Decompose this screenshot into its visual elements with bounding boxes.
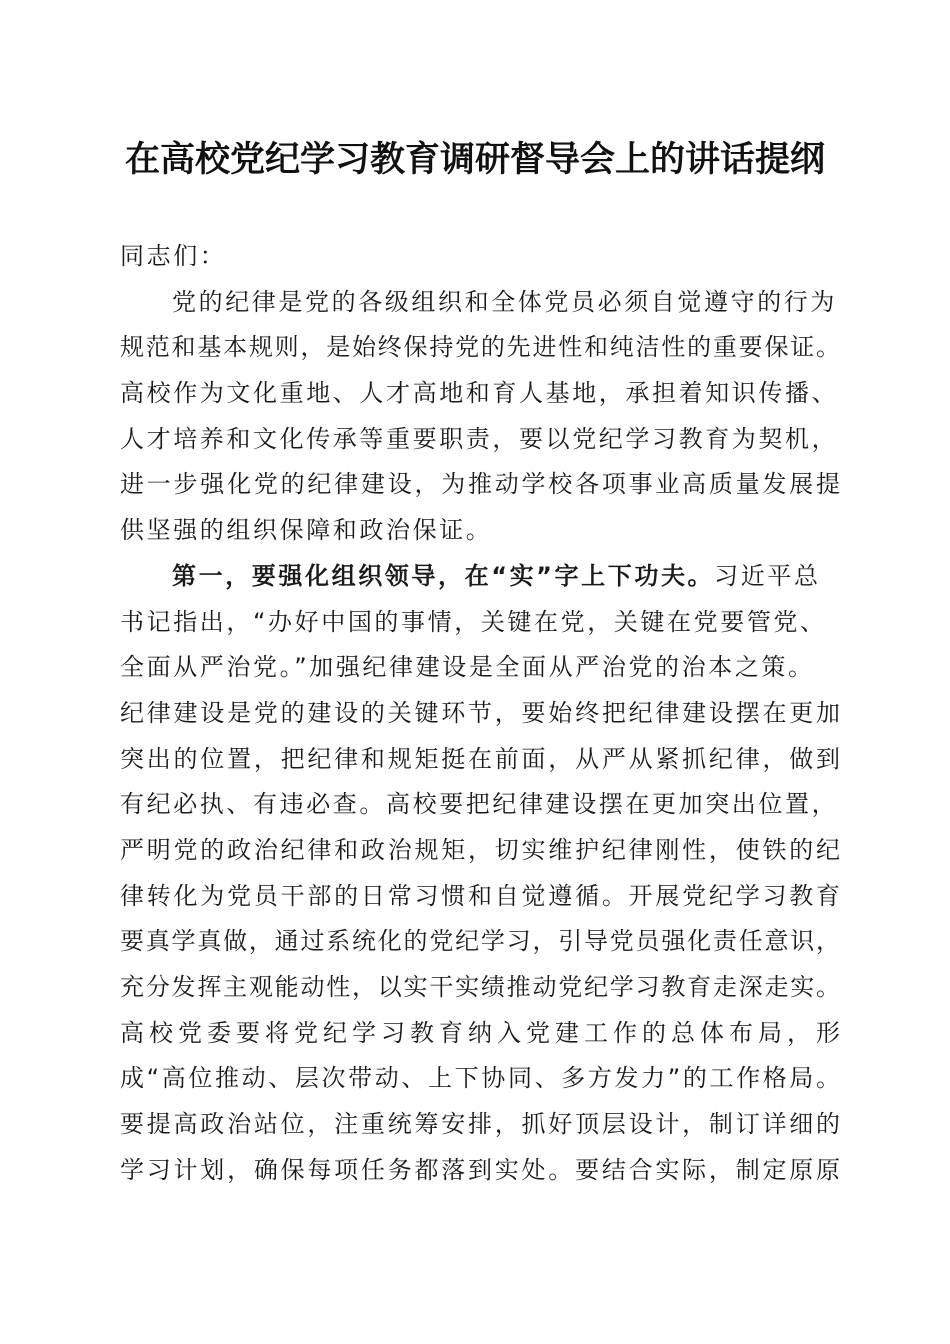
document-title: 在高校党纪学习教育调研督导会上的讲话提纲 [124,139,825,180]
document-body [120,234,840,1193]
paragraph-line: 纪律建设是党的建设的关键环节，要始终把纪律建设摆在更加 [120,698,840,727]
paragraph-line: 全面从严治党。”加强纪律建设是全面从严治党的治本之策。 [120,653,815,682]
salutation: 同志们： [120,242,227,270]
paragraph-line: 供坚强的组织保障和政治保证。 [120,516,493,545]
paragraph-line: 要真学真做，通过系统化的党纪学习，引导党员强化责任意识， [120,927,840,956]
paragraph-text: 习近平总 [714,561,821,590]
paragraph-line: 律转化为党员干部的日常习惯和自觉遵循。开展党纪学习教育 [120,881,840,910]
paragraph-line: 学习计划，确保每项任务都落到实处。要结合实际，制定原原 [120,1155,840,1184]
paragraph-line: 进一步强化党的纪律建设，为推动学校各项事业高质量发展提 [120,470,840,499]
section-heading-line [120,554,840,600]
paragraph-line: 党的纪律是党的各级组织和全体党员必须自觉遵守的行为 [172,287,837,316]
paragraph-line: 高校党委要将党纪学习教育纳入党建工作的总体布局，形 [120,1018,840,1047]
paragraph-line: 有纪必执、有违必查。高校要把纪律建设摆在更加突出位置， [120,790,839,819]
section-heading: 第一，要强化组织领导，在“实”字上下功夫。 [172,561,715,590]
paragraph-line: 高校作为文化重地、人才高地和育人基地，承担着知识传播、 [120,379,839,408]
paragraph-line: 人才培养和文化传承等重要职责，要以党纪学习教育为契机， [120,424,839,453]
paragraph-line: 书记指出，“办好中国的事情，关键在党，关键在党要管党、 [120,607,827,636]
paragraph-line: 充分发挥主观能动性，以实干实绩推动党纪学习教育走深走实。 [120,973,840,1001]
paragraph-line: 严明党的政治纪律和政治规矩，切实维护纪律刚性，使铁的纪 [120,835,840,864]
paragraph-line: 突出的位置，把纪律和规矩挺在前面，从严从紧抓纪律，做到 [120,744,840,773]
paragraph-line: 成“高位推动、层次带动、上下协同、多方发力”的工作格局。 [120,1064,840,1093]
paragraph-line: 规范和基本规则，是始终保持党的先进性和纯洁性的重要保证。 [120,333,840,362]
paragraph-line: 要提高政治站位，注重统筹安排，抓好顶层设计，制订详细的 [120,1110,840,1139]
